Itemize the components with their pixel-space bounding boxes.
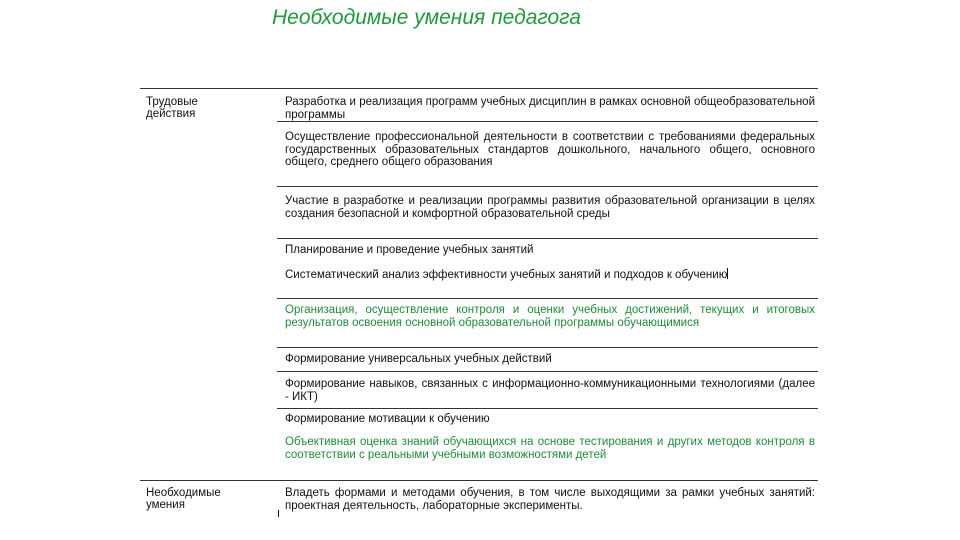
row-divider	[277, 298, 818, 299]
labor-action-item: Разработка и реализация программ учебных дисциплин в рамках основной общеобразовательной программы	[285, 96, 815, 121]
section-label-line: Трудовые	[146, 96, 198, 108]
labor-action-item-highlighted: Организация, осуществление контроля и оценки учебных достижений, текущих и итоговых результатов освоения основной образовательной программы обучающимися	[285, 304, 815, 329]
text-cursor-mark	[278, 510, 279, 517]
table-top-border	[140, 88, 818, 89]
labor-action-item: Формирование мотивации к обучению	[285, 413, 490, 425]
text-cursor	[727, 268, 728, 279]
labor-action-item-highlighted: Объективная оценка знаний обучающихся на основе тестирования и других методов контроля в соответствии с реальными учебными возможностями детей	[285, 436, 815, 461]
section-label-line: действия	[146, 108, 196, 120]
row-divider	[277, 408, 818, 409]
section-label-labor-actions	[146, 96, 198, 120]
labor-action-item	[285, 268, 815, 282]
row-divider	[277, 371, 818, 372]
section-label-required-skills	[146, 487, 221, 511]
labor-action-item: Участие в разработке и реализации программы развития образовательной организации в целях создания безопасной и комфортной образовательной среды	[285, 195, 815, 220]
labor-action-item: Осуществление профессиональной деятельности в соответствии с требованиями федеральных государственных образовательных стандартов дошкольного, начального общего, основного общего, среднего общего образования	[285, 131, 815, 168]
row-divider	[277, 238, 818, 239]
section-label-line: Необходимые	[146, 487, 221, 499]
section-label-line: умения	[146, 499, 185, 511]
section-divider	[140, 480, 818, 481]
labor-action-item-text: Систематический анализ эффективности учебных занятий и подходов к обучению	[285, 269, 728, 281]
row-divider	[277, 186, 818, 187]
required-skill-item: Владеть формами и методами обучения, в том числе выходящими за рамки учебных занятий: проектная деятельность, лабораторные эксперименты.	[285, 487, 815, 512]
page-title: Необходимые умения педагога	[272, 6, 581, 29]
labor-action-item: Планирование и проведение учебных занятий	[285, 244, 534, 256]
row-divider	[277, 347, 818, 348]
labor-action-item: Формирование навыков, связанных с информационно-коммуникационными технологиями (далее - ИКТ)	[285, 378, 815, 403]
row-divider	[277, 121, 818, 122]
labor-action-item: Формирование универсальных учебных действий	[285, 353, 552, 365]
